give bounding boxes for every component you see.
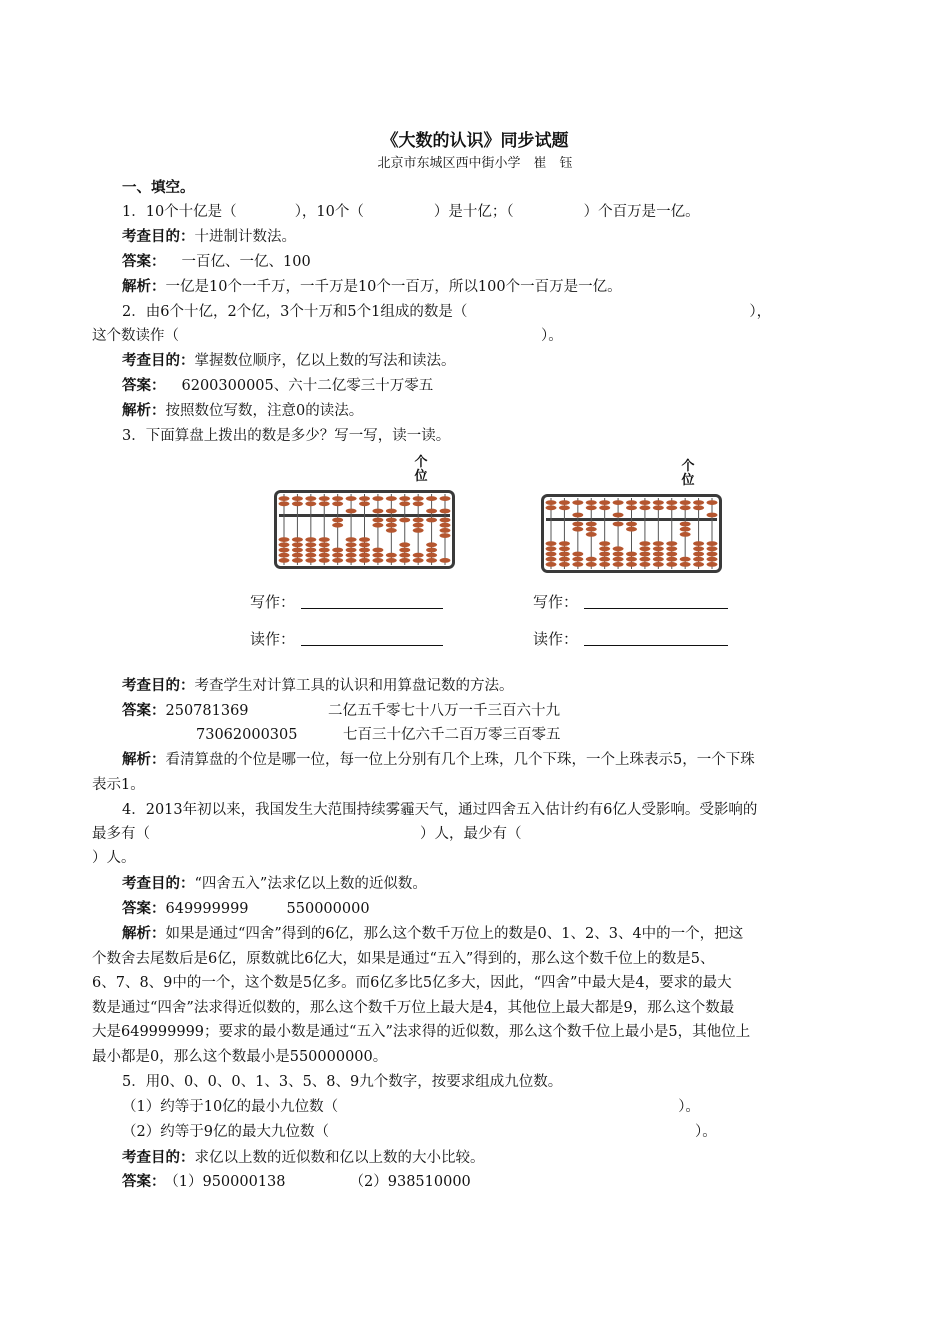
- q1-text: [122, 200, 700, 224]
- abacus-bead: [653, 546, 664, 551]
- abacus-bead: [599, 505, 610, 510]
- abacus-bead: [599, 541, 610, 546]
- abacus-bead: [666, 546, 677, 551]
- abacus-bead: [305, 496, 316, 501]
- q1-answer: [122, 250, 311, 274]
- abacus-bead: [572, 500, 583, 505]
- abacus-bead: [359, 496, 370, 501]
- abacus-bead: [653, 505, 664, 510]
- abacus-bead: [305, 537, 316, 542]
- q3-purpose: [122, 674, 514, 698]
- abacus-bead: [440, 533, 451, 538]
- abacus-bead: [319, 558, 330, 563]
- q1-purpose: [122, 225, 296, 249]
- abacus-bead: [639, 562, 650, 567]
- abacus-bead: [399, 496, 410, 501]
- abacus-bead: [680, 562, 691, 567]
- abacus-bead: [346, 496, 357, 501]
- abacus-bead: [693, 562, 704, 567]
- abacus-bead: [546, 562, 557, 567]
- abacus-bead: [305, 548, 316, 553]
- purpose-text: 考查学生对计算工具的认识和用算盘记数的方法。: [194, 678, 514, 694]
- q4-line2-a: 最多有（: [92, 826, 150, 842]
- units-char-2: 位: [414, 469, 428, 484]
- write-label-1: 写作：: [250, 593, 296, 611]
- q2-line1-b: ），: [749, 304, 772, 320]
- q5-purpose: [122, 1146, 485, 1170]
- q4-purpose: [122, 872, 427, 896]
- units-place-label-2: [680, 460, 696, 488]
- q4-analysis-5: 大是649999999；要求的最小数是通过“五入”法求得的近似数，那么这个数千位上最小是5，其他位上: [92, 1024, 751, 1040]
- abacus-bead: [599, 562, 610, 567]
- abacus-bead: [305, 558, 316, 563]
- abacus-bead: [572, 527, 583, 532]
- abacus-bead: [332, 523, 343, 528]
- abacus-bead: [626, 552, 637, 557]
- q2-line2-b: ）。: [541, 328, 563, 344]
- abacus-bead: [346, 509, 357, 514]
- author-line: 北京市东城区西中街小学 崔 钰: [377, 156, 573, 171]
- purpose-label: 考查目的：: [122, 229, 195, 245]
- write-label-2: 写作：: [533, 593, 579, 611]
- answer-label: 答案：: [122, 378, 166, 394]
- abacus-bead: [599, 552, 610, 557]
- abacus-bead: [666, 541, 677, 546]
- abacus-bead: [546, 505, 557, 510]
- abacus-bead: [319, 537, 330, 542]
- abacus-bead: [666, 557, 677, 562]
- abacus-bead: [599, 500, 610, 505]
- answer-text: 一百亿、一亿、100: [181, 254, 311, 270]
- abacus-bead: [693, 505, 704, 510]
- abacus-bead: [399, 501, 410, 506]
- analysis-text: 如果是通过“四舍”得到的6亿，那么这个数千万位上的数是0、1、2、3、4中的一个，把这: [165, 926, 744, 942]
- abacus-bead: [559, 557, 570, 562]
- abacus-bead: [440, 496, 451, 501]
- abacus-bead: [707, 552, 718, 557]
- analysis-text: 看清算盘的个位是哪一位，每一位上分别有几个上珠，几个下珠，一个上珠表示5，一个下珠: [165, 752, 755, 768]
- q1-part-a: 1．10个十亿是（: [122, 204, 237, 220]
- abacus-bead: [680, 527, 691, 532]
- abacus-bead: [359, 537, 370, 542]
- abacus-bead: [372, 558, 383, 563]
- read-blank-2: [584, 645, 728, 646]
- abacus-bead: [440, 523, 451, 528]
- abacus-bead: [586, 500, 597, 505]
- abacus-bead: [639, 546, 650, 551]
- abacus-bead: [653, 557, 664, 562]
- abacus-bead: [413, 558, 424, 563]
- q2-line1: [122, 300, 771, 324]
- abacus-bead: [319, 548, 330, 553]
- q2-analysis: [122, 399, 363, 423]
- read-label-1: 读作：: [250, 630, 296, 648]
- abacus-bead: [359, 542, 370, 547]
- abacus-bead: [346, 542, 357, 547]
- abacus-bead: [440, 509, 451, 514]
- answer-label: 答案：: [122, 901, 166, 917]
- abacus-bead: [413, 528, 424, 533]
- abacus-bead: [386, 528, 397, 533]
- q1-part-b: ），10个（: [294, 204, 364, 220]
- abacus-bead: [332, 501, 343, 506]
- abacus-bead: [372, 548, 383, 553]
- abacus-bead: [653, 541, 664, 546]
- units-char-1: 个: [414, 455, 428, 470]
- q2-line1-a: 2．由6个十亿，2个亿，3个十万和5个1组成的数是（: [122, 304, 468, 320]
- q4-analysis-2: 个数舍去尾数后是6亿，原数就比6亿大，如果是通过“五入”得到的，那么这个数千位上的数是5、: [92, 951, 715, 967]
- purpose-label: 考查目的：: [122, 353, 195, 369]
- analysis-label: 解析：: [122, 279, 166, 295]
- abacus-bead: [586, 562, 597, 567]
- abacus-bead: [413, 553, 424, 558]
- q1-part-c: ）是十亿；（: [433, 204, 514, 220]
- purpose-text: “四舍五入”法求亿以上数的近似数。: [194, 876, 427, 892]
- abacus-bead: [559, 541, 570, 546]
- abacus-bead: [693, 541, 704, 546]
- abacus-bead: [559, 562, 570, 567]
- abacus-bead: [399, 548, 410, 553]
- abacus-bead: [332, 518, 343, 523]
- answer-label: 答案：: [122, 254, 166, 270]
- abacus-bead: [559, 500, 570, 505]
- q3-answer-1: [122, 699, 249, 723]
- abacus-bead: [413, 501, 424, 506]
- abacus-bead: [305, 501, 316, 506]
- abacus-bead: [613, 562, 624, 567]
- write-blank-2: [584, 608, 728, 609]
- analysis-label: 解析：: [122, 926, 166, 942]
- analysis-text: 一亿是10个一千万，一千万是10个一百万，所以100个一百万是一亿。: [165, 279, 622, 295]
- analysis-text: 按照数位写数，注意0的读法。: [165, 403, 364, 419]
- abacus-bead: [440, 518, 451, 523]
- abacus-bead: [626, 557, 637, 562]
- abacus-bead: [359, 558, 370, 563]
- abacus-bead: [386, 558, 397, 563]
- q5-sub-2: [122, 1120, 717, 1144]
- answer-1-number: 250781369: [165, 703, 249, 719]
- q3-text: 3．下面算盘上拨出的数是多少？写一写，读一读。: [122, 428, 451, 444]
- q3-answer-2: 73062000305: [196, 727, 298, 743]
- abacus-bead: [332, 558, 343, 563]
- q5-sub-1-a: （1）约等于10亿的最小九位数（: [122, 1099, 339, 1115]
- abacus-bead: [426, 553, 437, 558]
- q3-analysis-2: 表示1。: [92, 777, 145, 793]
- purpose-label: 考查目的：: [122, 1150, 195, 1166]
- abacus-1: [274, 490, 455, 569]
- abacus-bead: [693, 500, 704, 505]
- abacus-bead: [613, 500, 624, 505]
- abacus-bead: [559, 505, 570, 510]
- abacus-bead: [680, 500, 691, 505]
- abacus-bead: [586, 532, 597, 537]
- abacus-bead: [613, 522, 624, 527]
- abacus-bead: [279, 537, 290, 542]
- abacus-bead: [399, 518, 410, 523]
- abacus-bead: [279, 548, 290, 553]
- abacus-bead: [613, 552, 624, 557]
- abacus-bead: [279, 501, 290, 506]
- abacus-bead: [546, 541, 557, 546]
- purpose-text: 掌握数位顺序，亿以上数的写法和读法。: [194, 353, 456, 369]
- analysis-label: 解析：: [122, 403, 166, 419]
- abacus-bead: [680, 557, 691, 562]
- abacus-bead: [639, 505, 650, 510]
- q2-line2: [92, 324, 563, 348]
- q5-sub-2-a: （2）约等于9亿的最大九位数（: [122, 1124, 329, 1140]
- abacus-bead: [386, 553, 397, 558]
- abacus-bead: [680, 522, 691, 527]
- abacus-bead: [426, 548, 437, 553]
- q2-purpose: [122, 349, 456, 373]
- abacus-bead: [292, 548, 303, 553]
- abacus-bead: [440, 558, 451, 563]
- abacus-bead: [332, 548, 343, 553]
- abacus-bead: [572, 562, 583, 567]
- abacus-bead: [372, 553, 383, 558]
- abacus-bead: [639, 557, 650, 562]
- q4-line3: ）人。: [92, 850, 136, 866]
- abacus-bead: [346, 537, 357, 542]
- abacus-bead: [346, 553, 357, 558]
- purpose-label: 考查目的：: [122, 678, 195, 694]
- abacus-bead: [680, 532, 691, 537]
- abacus-bead: [559, 552, 570, 557]
- answer-2: 550000000: [286, 901, 370, 917]
- abacus-bead: [413, 518, 424, 523]
- abacus-bead: [332, 496, 343, 501]
- abacus-2: [541, 494, 722, 573]
- abacus-bead: [292, 496, 303, 501]
- q4-analysis-1: [122, 922, 743, 946]
- abacus-bead: [279, 496, 290, 501]
- abacus-bead: [319, 542, 330, 547]
- q5-sub-2-b: ）。: [694, 1124, 717, 1140]
- answer-text: 6200300005、六十二亿零三十万零五: [181, 378, 434, 394]
- abacus-bead: [599, 546, 610, 551]
- answer-1: （1）950000138: [171, 1174, 286, 1190]
- q5-text: 5．用0、0、0、0、1、3、5、8、9九个数字，按要求组成九位数。: [122, 1074, 563, 1090]
- abacus-bead: [279, 553, 290, 558]
- answer-2: （2）938510000: [349, 1174, 471, 1190]
- abacus-bead: [372, 509, 383, 514]
- q4-line2: [92, 822, 522, 846]
- abacus-bead: [386, 523, 397, 528]
- abacus-bead: [707, 513, 718, 518]
- abacus-bead: [440, 528, 451, 533]
- abacus-bead: [359, 548, 370, 553]
- abacus-bead: [319, 501, 330, 506]
- abacus-bead: [626, 500, 637, 505]
- abacus-bead: [305, 553, 316, 558]
- abacus-bead: [680, 505, 691, 510]
- q3-answer-2-read: 七百三十亿六千二百万零三百零五: [343, 727, 561, 743]
- q4-analysis-6: 最小都是0，那么这个数最小是550000000。: [92, 1049, 388, 1065]
- abacus-bead: [613, 546, 624, 551]
- abacus-bead: [639, 541, 650, 546]
- analysis-label: 解析：: [122, 752, 166, 768]
- abacus-bead: [292, 537, 303, 542]
- abacus-bead: [279, 558, 290, 563]
- q5-answer: [122, 1170, 471, 1194]
- abacus-bead: [292, 553, 303, 558]
- abacus-bead: [426, 558, 437, 563]
- abacus-bead: [572, 522, 583, 527]
- abacus-bead: [319, 553, 330, 558]
- abacus-bead: [359, 501, 370, 506]
- abacus-bead: [586, 527, 597, 532]
- abacus-bead: [546, 500, 557, 505]
- abacus-bead: [586, 522, 597, 527]
- abacus-bead: [426, 496, 437, 501]
- abacus-bead: [586, 557, 597, 562]
- abacus-bead: [413, 523, 424, 528]
- abacus-bead: [386, 509, 397, 514]
- units-char-1: 个: [681, 459, 695, 474]
- q3-answer-1-read: 二亿五千零七十八万一千三百六十九: [328, 703, 560, 719]
- abacus-bead: [346, 548, 357, 553]
- q4-answer: [122, 897, 370, 921]
- abacus-bead: [626, 522, 637, 527]
- abacus-bead: [546, 552, 557, 557]
- abacus-bead: [279, 542, 290, 547]
- abacus-bead: [372, 496, 383, 501]
- abacus-bead: [666, 552, 677, 557]
- abacus-bead: [572, 513, 583, 518]
- units-char-2: 位: [681, 473, 695, 488]
- abacus-bead: [372, 518, 383, 523]
- q4-analysis-3: 6、7、8、9中的一个，这个数是5亿多。而6亿多比5亿多大，因此，“四舍”中最大是4，要求的最大: [92, 975, 732, 991]
- abacus-bead: [707, 500, 718, 505]
- purpose-text: 求亿以上数的近似数和亿以上数的大小比较。: [194, 1150, 485, 1166]
- q1-analysis: [122, 275, 622, 299]
- abacus-bead: [546, 557, 557, 562]
- q4-line1: 4．2013年初以来，我国发生大范围持续雾霾天气，通过四舍五入估计约有6亿人受影响。受影响的: [122, 802, 758, 818]
- abacus-bead: [399, 542, 410, 547]
- abacus-bead: [666, 505, 677, 510]
- abacus-bead: [666, 500, 677, 505]
- q5-sub-1-b: ）。: [678, 1099, 700, 1115]
- read-blank-1: [301, 645, 443, 646]
- abacus-bead: [372, 523, 383, 528]
- answer-label: 答案：: [122, 703, 166, 719]
- write-blank-1: [301, 608, 443, 609]
- abacus-bead: [332, 553, 343, 558]
- abacus-bead: [292, 558, 303, 563]
- read-label-2: 读作：: [533, 630, 579, 648]
- abacus-bead: [292, 542, 303, 547]
- abacus-bead: [399, 558, 410, 563]
- abacus-bead: [586, 505, 597, 510]
- abacus-bead: [653, 562, 664, 567]
- answer-1: 649999999: [165, 901, 249, 917]
- abacus-bead: [559, 546, 570, 551]
- page-title: 《大数的认识》同步试题: [381, 131, 569, 151]
- abacus-bead: [426, 518, 437, 523]
- abacus-bead: [707, 541, 718, 546]
- abacus-bead: [359, 553, 370, 558]
- abacus-bead: [626, 505, 637, 510]
- abacus-bead: [386, 518, 397, 523]
- abacus-bead: [426, 509, 437, 514]
- abacus-bead: [413, 496, 424, 501]
- abacus-bead: [613, 513, 624, 518]
- answer-label: 答案：: [122, 1174, 166, 1190]
- abacus-bead: [292, 501, 303, 506]
- abacus-bead: [639, 500, 650, 505]
- abacus-bead: [693, 546, 704, 551]
- abacus-bead: [693, 557, 704, 562]
- q5-sub-1: [122, 1095, 700, 1119]
- q2-answer: [122, 374, 433, 398]
- abacus-bead: [319, 496, 330, 501]
- abacus-bead: [546, 546, 557, 551]
- abacus-bead: [386, 496, 397, 501]
- purpose-text: 十进制计数法。: [194, 229, 296, 245]
- q1-part-d: ）个百万是一亿。: [583, 204, 700, 220]
- abacus-bead: [305, 542, 316, 547]
- abacus-bead: [666, 562, 677, 567]
- abacus-bead: [707, 562, 718, 567]
- abacus-bead: [707, 557, 718, 562]
- abacus-bead: [346, 558, 357, 563]
- q3-analysis-1: [122, 748, 755, 772]
- q2-line2-a: 这个数读作（: [92, 328, 179, 344]
- abacus-bead: [653, 552, 664, 557]
- section-heading: 一、填空。: [122, 180, 195, 196]
- abacus-bead: [399, 553, 410, 558]
- abacus-bead: [426, 542, 437, 547]
- abacus-bead: [707, 546, 718, 551]
- abacus-bead: [613, 557, 624, 562]
- abacus-bead: [653, 500, 664, 505]
- purpose-label: 考查目的：: [122, 876, 195, 892]
- abacus-bead: [626, 562, 637, 567]
- abacus-bead: [693, 552, 704, 557]
- abacus-bead: [572, 552, 583, 557]
- abacus-bead: [639, 552, 650, 557]
- abacus-bead: [599, 557, 610, 562]
- abacus-bead: [572, 557, 583, 562]
- abacus-bead: [626, 527, 637, 532]
- units-place-label-1: [413, 456, 429, 484]
- q4-line2-b: ）人，最少有（: [420, 826, 522, 842]
- q4-analysis-4: 数是通过“四舍”法求得近似数的，那么这个数千万位上最大是4，其他位上最大都是9，那么这个数最: [92, 1000, 735, 1016]
